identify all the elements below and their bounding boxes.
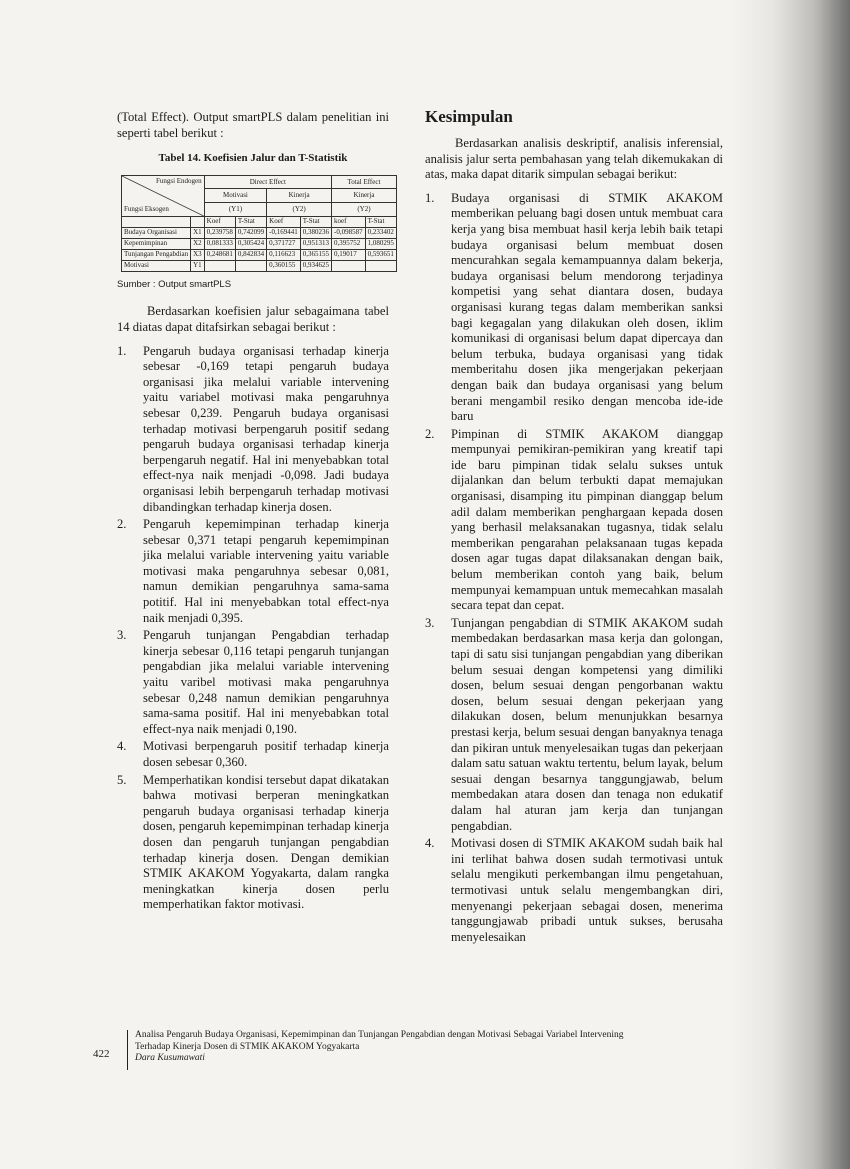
table-cell: 0,365155 [300, 249, 331, 260]
table-cell [191, 216, 205, 227]
table-row [122, 238, 397, 249]
row-label: Kepemimpinan [122, 238, 191, 249]
total-effect-header: Total Effect [332, 175, 397, 189]
y1-header: (Y1) [204, 203, 267, 217]
table-cell: 0,934625 [300, 260, 331, 271]
list-text: Pengaruh kepemimpinan terhadap kinerja sebesar 0,371 tetapi pengaruh kepemimpinan jika melalui variable intervening yaitu variable motivasi maka pengaruhnya sebesar 0,081, namun demikian pengaruhnya sama-sama potitif. Hal ini menyebabkan total effect-nya naik menjadi 0,395. [143, 517, 389, 625]
list-text: Pimpinan di STMIK AKAKOM dianggap mempunyai pemikiran-pemikiran yang kreatif tapi ide baru pimpinan tidak selalu sukses untuk dijalankan dan belum terbukti dapat memajukan organisasi, disamping itu pimpinan dianggap belum adil dalam memberikan penghargaan kepada dosen yang berhasil melaksanakan tugasnya, tidak selalu memberikan pengarahan pelaksanaan tugas kepada dosen agar tugas dapat dilaksanakan dengan baik, belum memberikan contoh yang baik, belum mempunyai kemampuan untuk memecahkan masalah secara tepat dan cepat. [451, 426, 723, 613]
table-cell: -0,098587 [332, 227, 366, 238]
list-item [425, 616, 723, 834]
table-row [122, 260, 397, 271]
tstat-header: T-Stat [300, 216, 331, 227]
table-cell: 0,081333 [204, 238, 235, 249]
table-cell [204, 260, 235, 271]
y2-header: (Y2) [267, 203, 332, 217]
table-cell: 0,116623 [267, 249, 301, 260]
row-label: Motivasi [122, 260, 191, 271]
row-label: Budaya Organisasi [122, 227, 191, 238]
footer-divider [127, 1030, 128, 1070]
table-cell: 0,842834 [235, 249, 266, 260]
list-item [425, 427, 723, 614]
body-paragraph: Berdasarkan koefisien jalur sebagaimana tabel 14 diatas dapat ditafsirkan sebagai berikut : [117, 304, 389, 334]
list-text: Pengaruh budaya organisasi terhadap kinerja sebesar -0,169 tetapi pengaruh budaya organisasi jika melalui variable intervening yaitu variabel motivasi maka pengaruhnya sebesar 0,239. Pengaruh budaya organisasi terhadap motivasi berpengaruh positif sedang pengaruh budaya organisasi terhadap kinerja berpengaruh negatif. Hal ini menyebabkan total effect-nya naik menjadi -0,098. Jadi budaya organisasi lebih berpengaruh terhadap motivasi dibandingkan terhadap kinerja dosen. [143, 343, 389, 514]
table-cell: 0,239758 [204, 227, 235, 238]
row-code: Y1 [191, 260, 205, 271]
koef-header: Koef [267, 216, 301, 227]
page-number: 422 [93, 1048, 110, 1060]
list-number: 2. [117, 517, 127, 532]
list-item [117, 739, 389, 770]
list-text: Pengaruh tunjangan Pengabdian terhadap kinerja sebesar 0,116 tetapi pengaruh tunjangan pengabdian jika melalui variable intervening yaitu varibel motivasi maka pengaruhnya sebesar 0,248 namun demikian pengaruhnya sama-sama positif. Hal ini menyebabkan total effect-nya naik menjadi 0,190. [143, 628, 389, 736]
motivasi-header: Motivasi [204, 189, 267, 203]
table-cell: 0,305424 [235, 238, 266, 249]
table-row [122, 249, 397, 260]
y2-total-header: (Y2) [332, 203, 397, 217]
conclusion-list [425, 191, 723, 946]
list-number: 5. [117, 772, 127, 787]
list-item [117, 628, 389, 737]
direct-effect-header: Direct Effect [204, 175, 331, 189]
list-number: 1. [425, 190, 435, 205]
table-cell: 0,742099 [235, 227, 266, 238]
table-cell: 0,951313 [300, 238, 331, 249]
table-cell: 0,360155 [267, 260, 301, 271]
table-cell [122, 216, 191, 227]
table-header-row [122, 216, 397, 227]
table-source: Sumber : Output smartPLS [117, 278, 232, 290]
list-text: Memperhatikan kondisi tersebut dapat dikatakan bahwa motivasi berperan meningkatkan pengaruh budaya organisasi terhadap kinerja dosen, pengaruh kepemimpinan terhadap kinerja dosen dan pengaruh tunjangan pengabdian terhadap kinerja dosen. Dengan demikian STMIK AKAKOM Yogyakarta, dalam rangka meningkatkan kinerja dosen perlu memperhatikan faktor motivasi. [143, 772, 389, 912]
table-cell: 0,19017 [332, 249, 366, 260]
footer-title-line2: Terhadap Kinerja Dosen di STMIK AKAKOM Yogyakarta [135, 1041, 360, 1052]
kinerja-total-header: Kinerja [332, 189, 397, 203]
tstat-header: T-Stat [235, 216, 266, 227]
table-cell [235, 260, 266, 271]
page-edge-shadow [730, 0, 850, 1169]
table-cell: 1,080295 [365, 238, 396, 249]
table-cell: 0,593651 [365, 249, 396, 260]
table-cell: 0,233402 [365, 227, 396, 238]
list-item [425, 836, 723, 945]
row-code: X1 [191, 227, 205, 238]
table-cell: 0,248681 [204, 249, 235, 260]
path-coefficient-table [121, 175, 397, 272]
footer-author: Dara Kusumawati [135, 1053, 205, 1063]
kinerja-header: Kinerja [267, 189, 332, 203]
footer-title-line1: Analisa Pengaruh Budaya Organisasi, Kepemimpinan dan Tunjangan Pengabdian dengan Motivasi Sebagai Variabel Intervening [135, 1030, 624, 1040]
list-text: Tunjangan pengabdian di STMIK AKAKOM sudah membedakan berdasarkan masa kerja dan golongan, tapi di satu sisi tunjangan pengabdian yang diberikan belum sesuai dengan kompetensi yang dimiliki dosen, belum sesuai dengan pengorbanan waktu dosen, belum sesuai dengan pekerjaan yang dilakukan dosen, belum menunjukkan besarnya prestasi kerja, belum sesuai dengan banyaknya tenaga dan pikiran untuk menyelesaikan tugas dan pekerjaan dalam satu satuan waktu tertentu, belum layak, belum sesuai dengan besarnya tanggungjawab, belum membedakan atara dosen dan tenaga non edukatif dalam hal aturan jam kerja dan tunjangan pengabdian. [451, 615, 723, 833]
list-text: Budaya organisasi di STMIK AKAKOM memberikan peluang bagi dosen untuk membuat cara kerja yang bisa membuat hasil kerja lebih baik tetapi budaya organisasi belum membuat dosen mencurahkan segala kemampuannya dalam bekerja, budaya organisasi belum mendorong terjadinya kompetisi yang sehat diantara dosen, budaya organisasi kurang tegas dalam memberikan sanksi bagi kegagalan yang dilakukan oleh dosen, iklim komunikasi di organisasi belum dapat dipercaya dan belum terbuka, budaya organisasi yang tidak memberitahu dosen jika mengerjakan pekerjaan dengan baik dan budaya organisasi yang belum berani mengambil resiko dengan mencoba ide-ide baru [451, 190, 723, 424]
table-row [122, 227, 397, 238]
list-text: Motivasi dosen di STMIK AKAKOM sudah baik hal ini terlihat bahwa dosen sudah termotivasi untuk selalu mengikuti perkembangan ilmu pengetahuan, termotivasi untuk selalu mengembangkan diri, menyenangi pekerjaan sebagai dosen, menerima tanggungjawab pribadi untuk sukses, berusaha menyelesaikan [451, 836, 723, 944]
row-label: Tunjangan Pengabdian [122, 249, 191, 260]
list-text: Motivasi berpengaruh positif terhadap kinerja dosen sebesar 0,360. [143, 739, 389, 769]
table-cell: 0,395752 [332, 238, 366, 249]
list-number: 3. [117, 628, 127, 643]
corner-eksogen-label: Fungsi Eksogen [124, 204, 169, 213]
findings-list [117, 344, 389, 913]
left-column [117, 110, 394, 913]
koef-header: Koef [204, 216, 235, 227]
list-item [117, 344, 389, 516]
list-item [425, 191, 723, 425]
list-item [117, 517, 389, 626]
table-cell [332, 260, 366, 271]
corner-endogen-label: Fungsi Endogen [155, 176, 202, 185]
table-cell: 0,371727 [267, 238, 301, 249]
list-number: 3. [425, 615, 435, 630]
right-column [425, 107, 723, 945]
list-number: 4. [117, 739, 127, 754]
table-cell: -0,169441 [267, 227, 301, 238]
koef-header: koef [332, 216, 366, 227]
list-number: 4. [425, 836, 435, 851]
body-paragraph: Berdasarkan analisis deskriptif, analisis inferensial, analisis jalur serta pembahasan yang telah dikemukakan di atas, maka dapat ditarik simpulan sebagai berikut: [425, 136, 723, 182]
list-number: 1. [117, 343, 127, 358]
row-code: X2 [191, 238, 205, 249]
row-code: X3 [191, 249, 205, 260]
list-number: 2. [425, 426, 435, 441]
intro-paragraph: (Total Effect). Output smartPLS dalam penelitian ini seperti tabel berikut : [117, 110, 389, 140]
table-corner-cell [122, 175, 205, 216]
table-cell: 0,380236 [300, 227, 331, 238]
table-cell [365, 260, 396, 271]
running-footer [135, 1030, 735, 1065]
table-title: Tabel 14. Koefisien Jalur dan T-Statistik [158, 152, 348, 165]
section-heading: Kesimpulan [425, 107, 513, 126]
table-header-row [122, 175, 397, 189]
tstat-header: T-Stat [365, 216, 396, 227]
list-item [117, 773, 389, 913]
